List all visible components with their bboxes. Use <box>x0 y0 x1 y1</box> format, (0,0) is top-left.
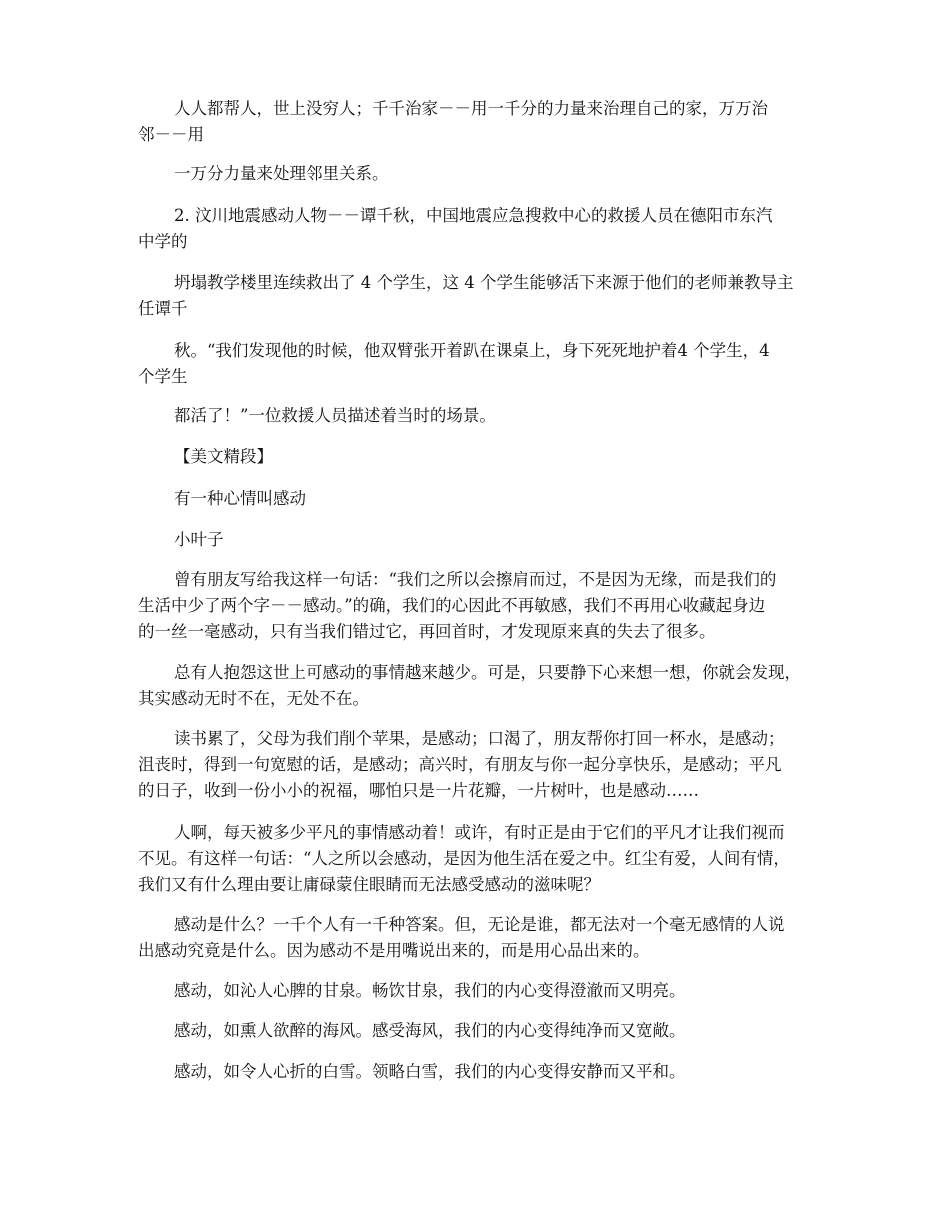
paragraph-line: 曾有朋友写给我这样一句话：“我们之所以会擦肩而过，不是因为无缘，而是我们的 <box>174 570 777 589</box>
paragraph <box>138 270 828 322</box>
paragraph-line: 的日子，收到一份小小的祝福，哪怕只是一片花瓣，一片树叶，也是感动…… <box>138 781 699 800</box>
article-author: 小叶子 <box>174 530 224 549</box>
paragraph-line: 其实感动无时不在，无处不在。 <box>138 689 369 708</box>
paragraph <box>138 660 828 712</box>
paragraph <box>138 338 828 390</box>
paragraph-line: 总有人抱怨这世上可感动的事情越来越少。可是，只要静下心来想一想，你就会发现， <box>174 663 801 682</box>
paragraph-line: 秋。“我们发现他的时候，他双臂张开着趴在课桌上，身下死死地护着4 个学生，4 <box>174 341 770 360</box>
paragraph-line: 出感动究竟是什么。因为感动不是用嘴说出来的，而是用心品出来的。 <box>138 941 650 960</box>
paragraph-line: 感动是什么？一千个人有一千种答案。但，无论是谁，都无法对一个毫无感情的人说 <box>174 915 785 934</box>
article-title: 有一种心情叫感动 <box>174 489 306 508</box>
paragraph-line: 读书累了，父母为我们削个苹果，是感动；口渴了，朋友帮你打回一杯水，是感动； <box>174 729 785 748</box>
paragraph <box>138 820 828 898</box>
paragraph-line: 我们又有什么理由要让庸碌蒙住眼睛而无法感受感动的滋味呢？ <box>138 875 600 894</box>
section-heading: 【美文精段】 <box>174 447 273 466</box>
paragraph-line: 沮丧时，得到一句宽慰的话，是感动；高兴时，有朋友与你一起分享快乐，是感动；平凡 <box>138 755 782 774</box>
paragraph: 一万分力量来处理邻里关系。 <box>174 164 389 183</box>
paragraph <box>138 912 828 964</box>
paragraph <box>138 726 828 804</box>
paragraph-line: 人人都帮人，世上没穷人；千千治家－－用一千分的力量来治理自己的家，万万治 <box>174 99 768 118</box>
paragraph-line: 的一丝一毫感动，只有当我们错过它，再回首时，才发现原来真的失去了很多。 <box>138 622 716 641</box>
paragraph: 感动，如令人心折的白雪。领略白雪，我们的内心变得安静而又平和。 <box>174 1062 686 1081</box>
paragraph-line: 个学生 <box>138 367 188 386</box>
paragraph: 都活了！”一位救援人员描述着当时的场景。 <box>174 406 496 425</box>
paragraph-line: 生活中少了两个字－－感动。”的确，我们的心因此不再敏感，我们不再用心收藏起身边 <box>138 596 766 615</box>
paragraph <box>138 567 828 645</box>
paragraph-line: 邻－－用 <box>138 125 204 144</box>
paragraph-line: 人啊，每天被多少平凡的事情感动着！或许，有时正是由于它们的平凡才让我们视而 <box>174 823 785 842</box>
paragraph-line: 坍塌教学楼里连续救出了 4 个学生，这 4 个学生能够活下来源于他们的老师兼教导主 <box>174 273 794 292</box>
paragraph: 感动，如沁人心脾的甘泉。畅饮甘泉，我们的内心变得澄澈而又明亮。 <box>174 981 686 1000</box>
paragraph <box>138 96 828 148</box>
paragraph-line: 任谭千 <box>138 299 188 318</box>
paragraph: 感动，如熏人欲醉的海风。感受海风，我们的内心变得纯净而又宽敞。 <box>174 1021 686 1040</box>
paragraph-line: 中学的 <box>138 232 188 251</box>
paragraph <box>138 203 828 255</box>
paragraph-line: 2. 汶川地震感动人物－－谭千秋，中国地震应急搜救中心的救援人员在德阳市东汽 <box>174 206 773 225</box>
paragraph-line: 不见。有这样一句话：“人之所以会感动，是因为他生活在爱之中。红尘有爱，人间有情， <box>138 849 790 868</box>
